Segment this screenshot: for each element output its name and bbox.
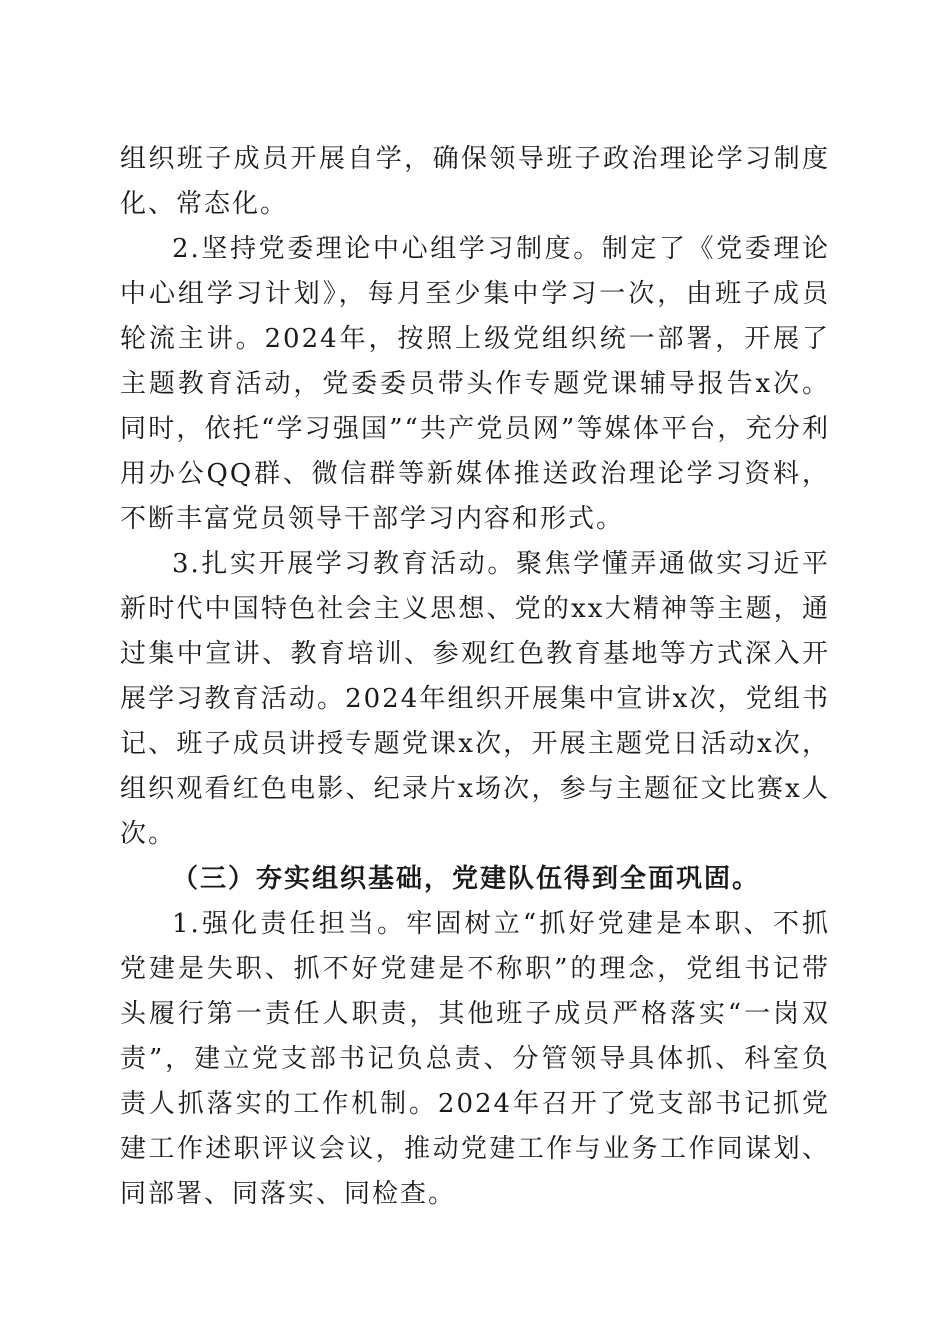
document-body xyxy=(120,137,830,1217)
paragraph-item-3: 3.扎实开展学习教育活动。聚焦学懂弄通做实习近平新时代中国特色社会主义思想、党的xx大精神等主题，通过集中宣讲、教育培训、参观红色教育基地等方式深入开展学习教育活动。2024年组织开展集中宣讲x次，党组书记、班子成员讲授专题党课x次，开展主题党日活动x次，组织观看红色电影、纪录片x场次，参与主题征文比赛x人次。 xyxy=(120,549,830,849)
paragraph-item-1: 1.强化责任担当。牢固树立“抓好党建是本职、不抓党建是失职、抓不好党建是不称职”的理念，党组书记带头履行第一责任人职责，其他班子成员严格落实“一岗双责”，建立党支部书记负总责、分管领导具体抓、科室负责人抓落实的工作机制。2024年召开了党支部书记抓党建工作述职评议会议，推动党建工作与业务工作同谋划、同部署、同落实、同检查。 xyxy=(120,909,830,1209)
paragraph-item-2: 2.坚持党委理论中心组学习制度。制定了《党委理论中心组学习计划》，每月至少集中学习一次，由班子成员轮流主讲。2024年，按照上级党组织统一部署，开展了主题教育活动，党委委员带头作专题党课辅导报告x次。同时，依托“学习强国”“共产党员网”等媒体平台，充分利用办公QQ群、微信群等新媒体推送政治理论学习资料，不断丰富党员领导干部学习内容和形式。 xyxy=(120,234,830,534)
section-heading-3: （三）夯实组织基础，党建队伍得到全面巩固。 xyxy=(172,864,761,894)
paragraph-continuation: 组织班子成员开展自学，确保领导班子政治理论学习制度化、常态化。 xyxy=(120,144,830,219)
